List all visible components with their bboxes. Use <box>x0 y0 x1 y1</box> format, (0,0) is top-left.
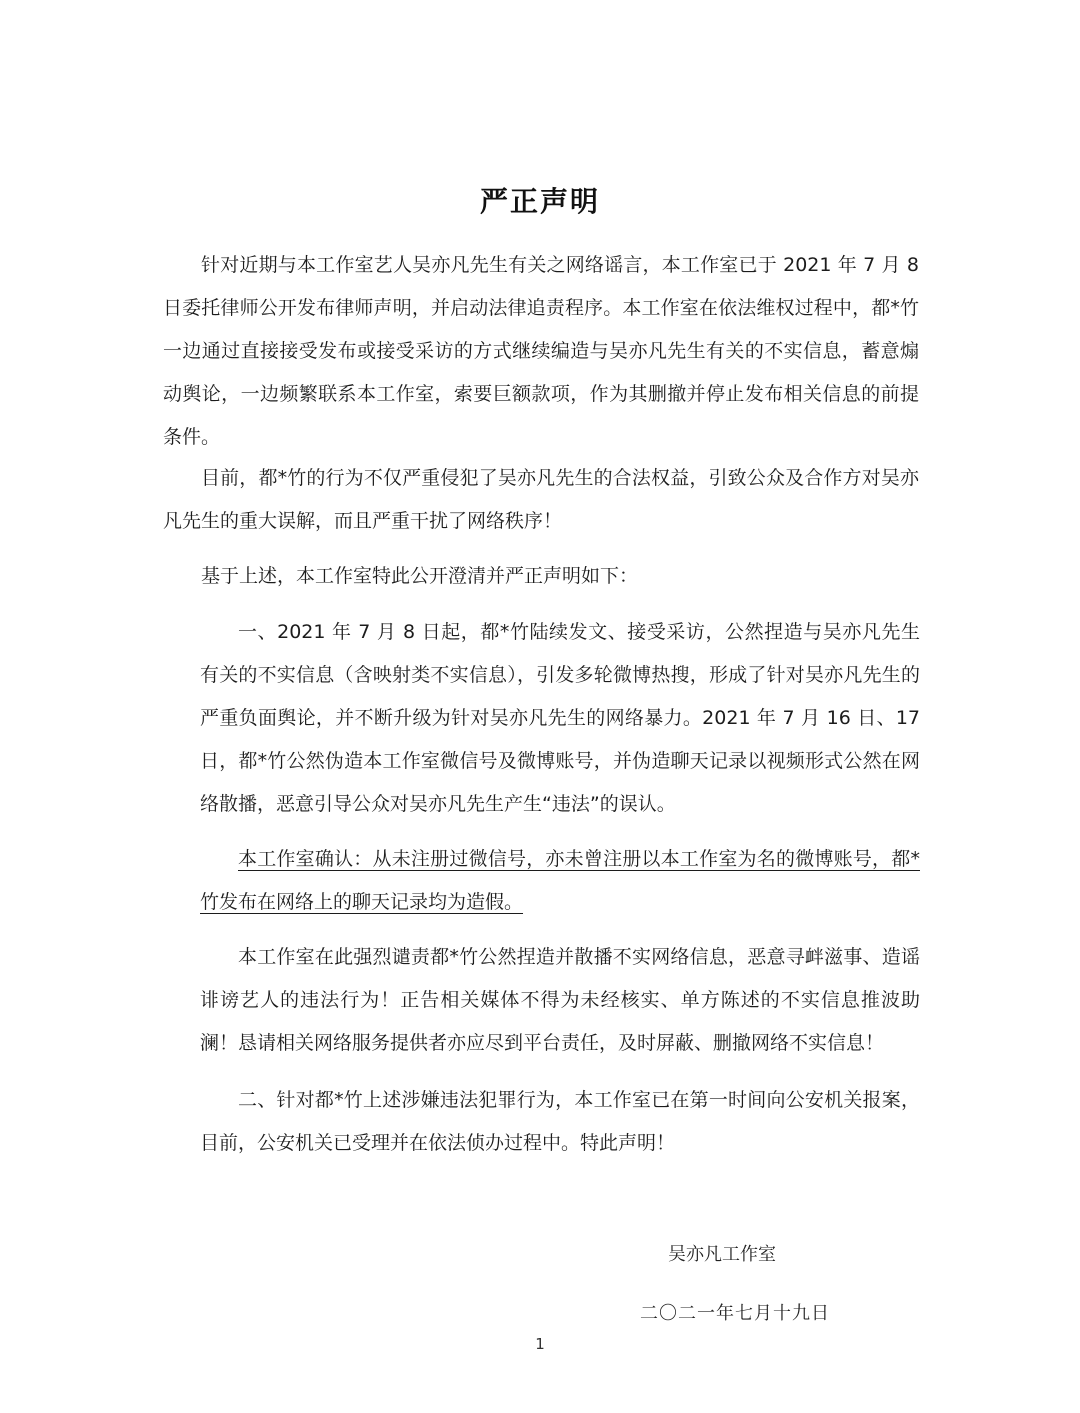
signature-date: 二〇二一年七月十九日 <box>640 1303 830 1324</box>
document-title: 严正声明 <box>479 185 600 218</box>
paragraph-current-situation: 目前，都*竹的行为不仅严重侵犯了吴亦凡先生的合法权益，引致公众及合作方对吴亦凡先生的重大误解，而且严重干扰了网络秩序！ <box>163 467 919 532</box>
paragraph-condemnation: 本工作室在此强烈谴责都*竹公然捏造并散播不实网络信息，恶意寻衅滋事、造谣诽谤艺人的违法行为！正告相关媒体不得为未经核实、单方陈述的不实信息推波助澜！恳请相关网络服务提供者亦应尽到平台责任，及时屏蔽、删撤网络不实信息！ <box>200 946 920 1054</box>
paragraph-statement-intro: 基于上述，本工作室特此公开澄清并严正声明如下： <box>201 565 639 587</box>
paragraph-point-two: 二、针对都*竹上述涉嫌违法犯罪行为，本工作室已在第一时间向公安机关报案，目前，公安机关已受理并在依法侦办过程中。特此声明！ <box>200 1089 920 1154</box>
paragraph-point-one: 一、2021 年 7 月 8 日起，都*竹陆续发文、接受采访，公然捏造与吴亦凡先生有关的不实信息（含映射类不实信息），引发多轮微博热搜，形成了针对吴亦凡先生的严重负面舆论，并不断升级为针对吴亦凡先生的网络暴力。2021 年 7 月 16 日、17 日，都*竹公然伪造本工作室微信号及微博账号，并伪造聊天记录以视频形式公然在网络散播，恶意引导公众对吴亦凡先生产生“违法”的误认。 <box>200 621 920 815</box>
paragraph-intro: 针对近期与本工作室艺人吴亦凡先生有关之网络谣言，本工作室已于 2021 年 7 月 8 日委托律师公开发布律师声明，并启动法律追责程序。本工作室在依法维权过程中，都*竹一边通过直接接受发布或接受采访的方式继续编造与吴亦凡先生有关的不实信息，蓄意煽动舆论，一边频繁联系本工作室，索要巨额款项，作为其删撤并停止发布相关信息的前提条件。 <box>163 254 919 448</box>
paragraph-confirmation: 本工作室确认：从未注册过微信号，亦未曾注册以本工作室为名的微博账号，都*竹发布在网络上的聊天记录均为造假。 <box>200 848 920 913</box>
signature-studio-name: 吴亦凡工作室 <box>668 1244 776 1265</box>
page-number: 1 <box>535 1335 545 1353</box>
